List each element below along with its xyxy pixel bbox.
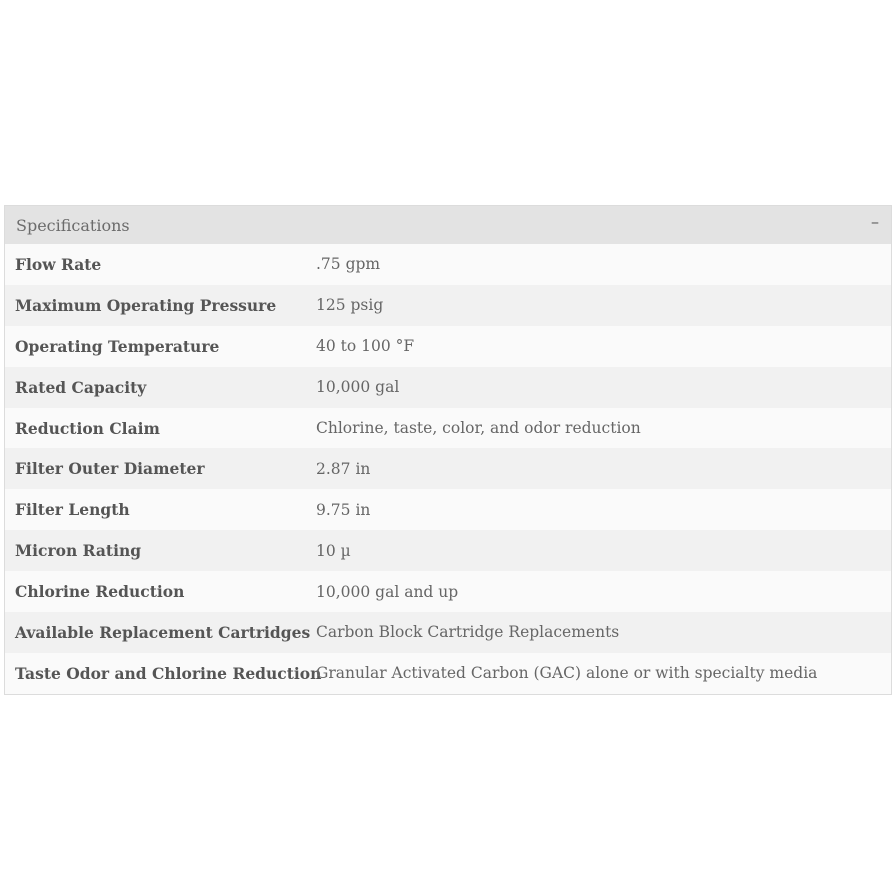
spec-row	[5, 612, 891, 653]
specifications-header[interactable]	[5, 206, 891, 244]
spec-label: Flow Rate	[15, 254, 102, 274]
spec-row	[5, 244, 891, 285]
spec-value: 10,000 gal and up	[316, 582, 459, 601]
spec-value: 9.75 in	[316, 500, 371, 519]
spec-row	[5, 326, 891, 367]
spec-row	[5, 408, 891, 449]
spec-value: 40 to 100 °F	[316, 337, 415, 356]
spec-label: Taste Odor and Chlorine Reduction	[15, 663, 322, 683]
spec-row	[5, 285, 891, 326]
spec-label: Filter Outer Diameter	[15, 459, 205, 479]
spec-label: Available Replacement Cartridges	[15, 622, 311, 642]
spec-label: Filter Length	[15, 500, 130, 520]
specifications-title: Specifications	[16, 215, 130, 235]
spec-row	[5, 530, 891, 571]
specifications-panel	[4, 205, 892, 695]
spec-label: Rated Capacity	[15, 377, 147, 397]
spec-value: 10,000 gal	[316, 378, 400, 397]
spec-label: Chlorine Reduction	[15, 582, 185, 602]
spec-value: 10 µ	[316, 541, 351, 560]
spec-row	[5, 571, 891, 612]
spec-label: Maximum Operating Pressure	[15, 295, 277, 315]
spec-row	[5, 489, 891, 530]
specifications-table	[5, 244, 891, 694]
spec-label: Reduction Claim	[15, 418, 160, 438]
spec-value: Carbon Block Cartridge Replacements	[316, 623, 620, 642]
spec-value: Chlorine, taste, color, and odor reduction	[316, 419, 641, 437]
spec-value: Granular Activated Carbon (GAC) alone or with specialty media	[316, 664, 818, 683]
spec-value: 2.87 in	[316, 459, 371, 478]
spec-value: 125 psig	[316, 296, 384, 315]
spec-label: Micron Rating	[15, 541, 142, 561]
spec-row	[5, 448, 891, 489]
spec-label: Operating Temperature	[15, 336, 220, 356]
collapse-icon[interactable]: –	[871, 212, 879, 231]
spec-row	[5, 653, 891, 694]
spec-value: .75 gpm	[316, 255, 381, 274]
spec-row	[5, 367, 891, 408]
